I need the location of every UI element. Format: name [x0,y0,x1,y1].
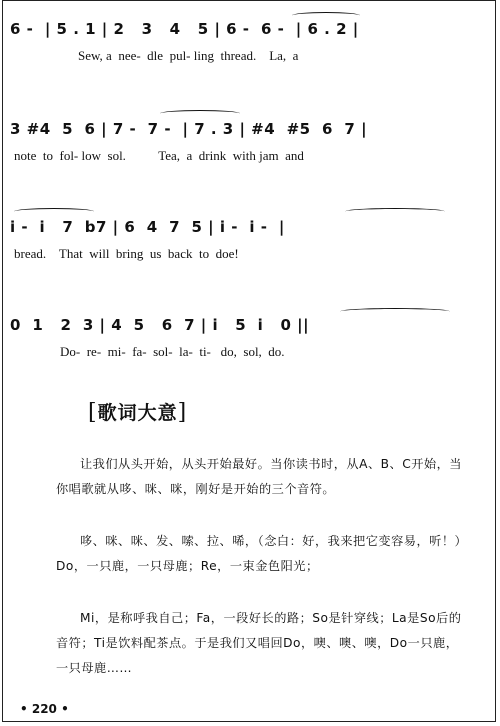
lyrics-meaning-paragraph-2: 哆、咪、咪、发、嗦、拉、唏，（念白：好，我来把它变容易，听！）Do，一只鹿，一只母鹿；Re，一束金色阳光； [56,534,462,573]
score-notes-line-2: 3 #4 5 6 | 7 - 7 - | 7 . 3 | #4 #5 6 7 | [10,120,368,138]
lyrics-line-1: Sew, a nee- dle pul- ling thread. La, a [78,48,299,63]
slur-mark [340,308,450,315]
left-bracket-icon: [ [88,400,98,425]
section-heading [88,398,187,425]
score-notes-line-4: 0 1 2 3 | 4 5 6 7 | i 5 i 0 || [10,316,310,334]
slur-mark [14,208,94,215]
slur-mark [292,12,360,19]
score-notes-line-3: i - i 7 b7 | 6 4 7 5 | i - i - | [10,218,285,236]
lyrics-line-4: Do- re- mi- fa- sol- la- ti- do, sol, do. [60,344,285,359]
section-heading-text: 歌词大意 [97,402,178,424]
page-number: • 220 • [20,702,69,716]
lyrics-meaning-paragraph-1: 让我们从头开始，从头开始最好。当你读书时，从A、B、C开始，当你唱歌就从哆、咪、咪，刚好是开始的三个音符。 [56,457,462,496]
slur-mark [160,110,240,117]
right-bracket-icon: ] [177,400,188,425]
lyrics-line-2: note to fol- low sol. Tea, a drink with jam and [14,148,304,163]
lyrics-line-3: bread. That will bring us back to doe! [14,246,239,261]
score-notes-line-1: 6 - | 5 . 1 | 2 3 4 5 | 6 - 6 - | 6 . 2 | [10,20,359,38]
slur-mark [345,208,445,215]
lyrics-meaning-paragraph-3: Mi，是称呼我自己；Fa，一段好长的路；So是针穿线；La是So后的音符；Ti是饮料配茶点。于是我们又唱回Do，噢、噢、噢，Do一只鹿，一只母鹿…… [56,611,462,675]
